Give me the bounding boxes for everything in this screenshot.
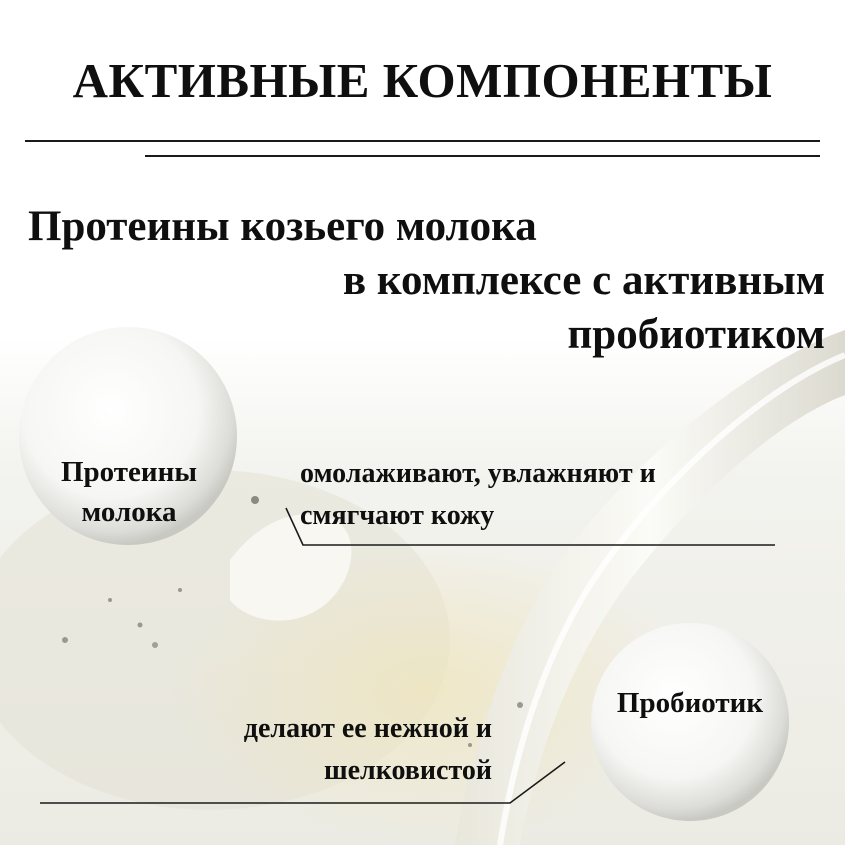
protein-label-line-2: молока [81,496,177,528]
title-divider-top [25,140,820,142]
probiotic-bubble [591,623,789,821]
protein-label [0,452,258,532]
probiotic-description-line-2: шелковистой [323,755,492,786]
probiotic-label: Пробиотик [616,687,764,719]
probiotic-description-line-1: делают ее нежной и [243,713,492,744]
title-divider-bottom [145,155,820,157]
subtitle-line-3: пробиотиком [567,311,825,358]
probiotic-description [244,708,492,792]
protein-label-line-1: Протеины [61,456,197,488]
protein-description [300,453,656,537]
protein-description-line-1: омолаживают, увлажняют и [300,458,656,489]
page-title: АКТИВНЫЕ КОМПОНЕНТЫ [72,53,773,108]
subtitle-line-2: в комплексе с активным [342,257,825,304]
subtitle-line-1: Протеины козьего молока [28,203,537,250]
protein-description-line-2: смягчают кожу [300,500,495,531]
